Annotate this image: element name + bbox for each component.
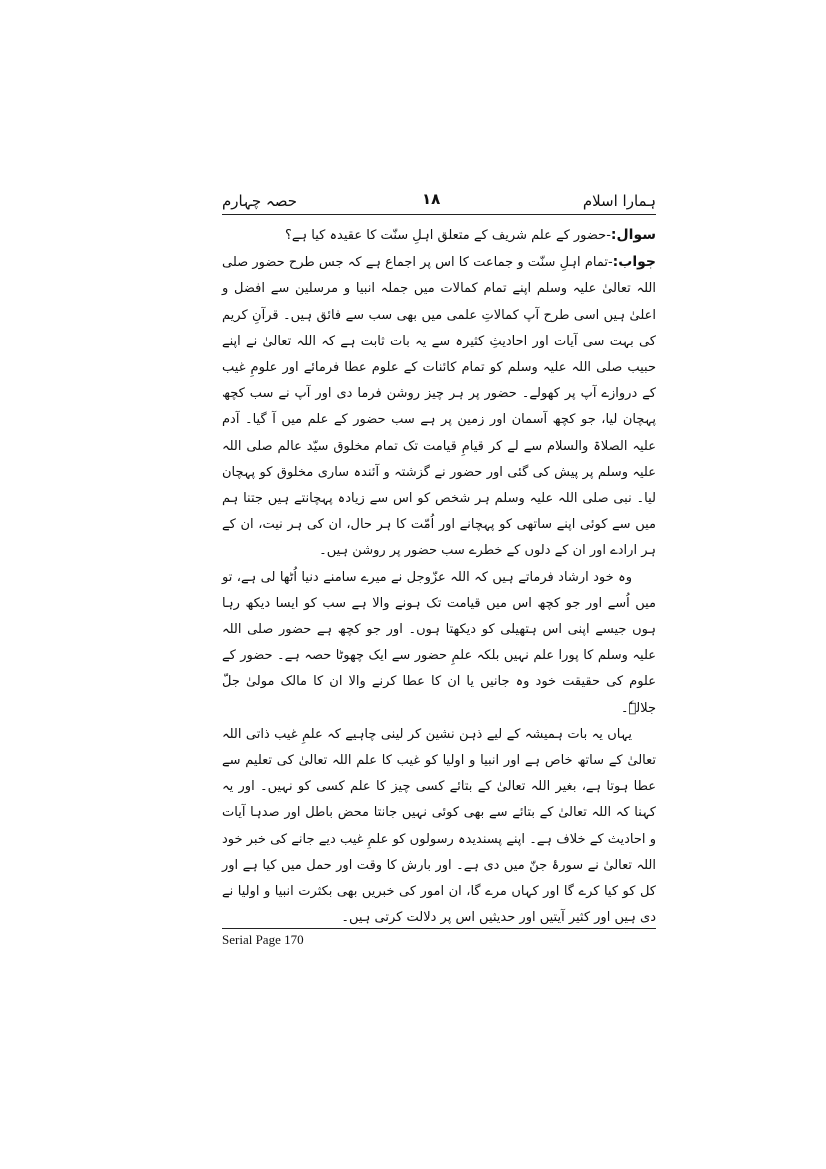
running-header [222,190,656,214]
answer-text: -تمام اہلِ سنّت و جماعت کا اس پر اجماع ہے کہ جس طرح حضور صلی اللہ تعالیٰ علیہ وسلم اپنے تمام کمالات میں جملہ انبیا و مرسلین سے افضل و اعلیٰ ہیں اسی طرح آپ کمالاتِ علمی میں بھی سب سے فائق ہیں۔ قرآنِ کریم کی بہت سی آیات اور احادیثِ کثیرہ سے یہ بات ثابت ہے کہ اللہ تعالیٰ نے اپنے حبیب صلی اللہ علیہ وسلم کو تمام کائنات کے علوم عطا فرمائے اور علومِ غیب کے دروازے آپ پر کھولے۔ حضور پر ہر چیز روشن فرما دی اور آپ نے سب کچھ پہچان لیا، جو کچھ آسمان اور زمین پر ہے سب حضور کے علم میں آ گیا۔ آدم علیہ الصلاۃ والسلام سے لے کر قیامِ قیامت تک تمام مخلوق سیّد عالم صلی اللہ علیہ وسلم پر پیش کی گئی اور حضور نے گزشتہ و آئندہ ساری مخلوق کو پہچان لیا۔ نبی صلی اللہ علیہ وسلم ہر شخص کو اس سے زیادہ پہچانتے ہیں جتنا ہم میں سے کوئی اپنے ساتھی کو پہچانے اور اُمّت کا ہر حال، ان کی ہر نیت، ان کے ہر ارادے اور ان کے دلوں کے خطرے سب حضور پر روشن ہیں۔ [222,255,656,559]
serial-number: 170 [284,932,304,947]
serial-label: Serial Page [222,932,281,947]
question-paragraph [222,222,656,249]
body-text [222,222,656,931]
paragraph-3: یہاں یہ بات ہمیشہ کے لیے ذہن نشین کر لینی چاہیے کہ علمِ غیب ذاتی اللہ تعالیٰ کے ساتھ خاص ہے اور انبیا و اولیا کو غیب کا علم اللہ تعالیٰ کی تعلیم سے عطا ہوتا ہے، بغیر اللہ تعالیٰ کے بتائے کسی چیز کا علم کسی کو نہیں۔ اور یہ کہنا کہ اللہ تعالیٰ کے بتائے سے بھی کوئی نہیں جانتا محض باطل اور صدہا آیات و احادیث کے خلاف ہے۔ اپنے پسندیدہ رسولوں کو علمِ غیب دیے جانے کی خبر خود اللہ تعالیٰ نے سورۂ جنّ میں دی ہے۔ اور بارش کا وقت اور حمل میں کیا ہے اور کل کو کیا کرے گا اور کہاں مرے گا، ان امور کی خبریں بھی بکثرت انبیا و اولیا نے دی ہیں اور کثیر آیتیں اور حدیثیں اس پر دلالت کرتی ہیں۔ [222,726,656,926]
page [222,190,656,970]
footer-rule [222,928,656,929]
page-number: ۱۸ [422,190,441,208]
book-title: ہمارا اسلام [582,192,656,210]
footer [222,932,304,948]
header-rule [222,214,656,215]
part-title: حصہ چہارم [222,192,297,210]
question-text: -حضور کے علم شریف کے متعلق اہلِ سنّت کا عقیدہ کیا ہے؟ [284,228,611,243]
paragraph-2: وہ خود ارشاد فرماتے ہیں کہ اللہ عزّوجل نے میرے سامنے دنیا اُٹھا لی ہے، تو میں اُسے اور جو کچھ اس میں قیامت تک ہونے والا ہے سب کو ایسا دیکھ رہا ہوں جیسے اپنی اس ہتھیلی کو دیکھتا ہوں۔ اور جو کچھ ہے حضور صلی اللہ علیہ وسلم کا پورا علم نہیں بلکہ علمِ حضور سے ایک چھوٹا حصہ ہے۔ حضور کے علوم کی حقیقت خود وہ جانیں یا ان کا عطا کرنے والا ان کا مالک مولیٰ جلّ جلالہٗ۔ [222,569,656,716]
answer-paragraph [222,249,656,564]
answer-label: جواب: [612,254,656,271]
question-label: سوال: [610,227,656,243]
